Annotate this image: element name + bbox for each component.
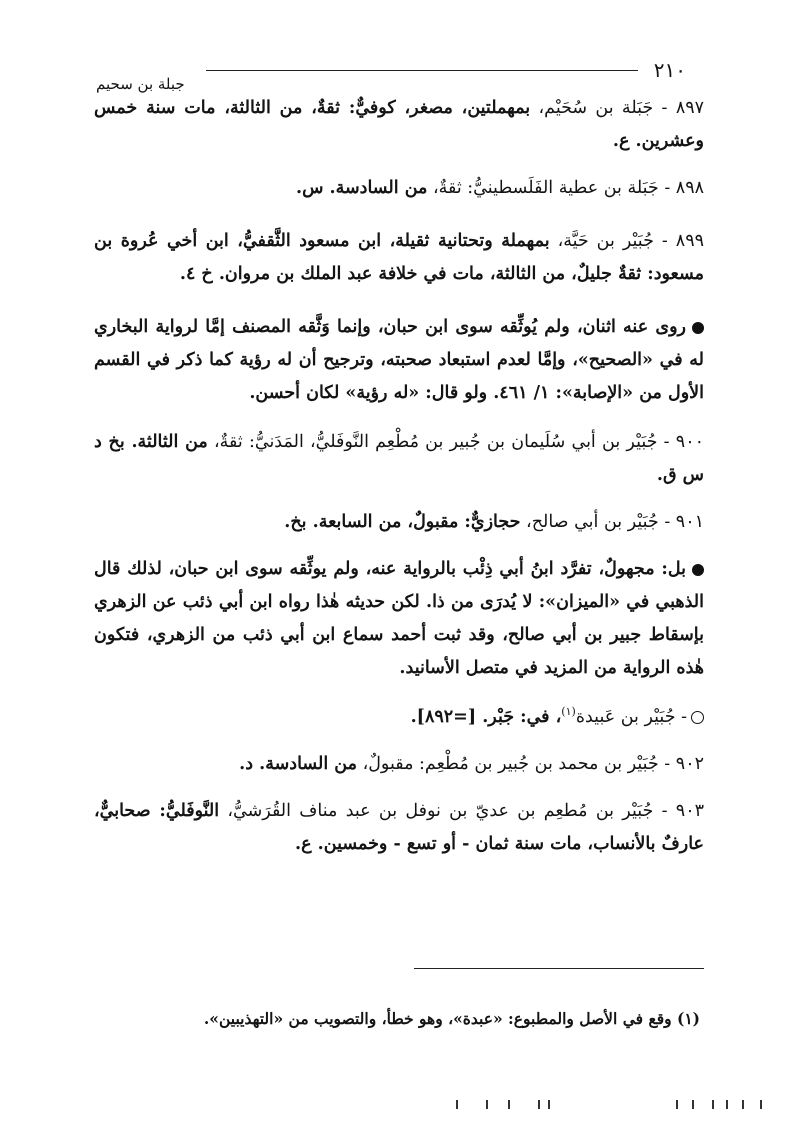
entry-899	[94, 225, 704, 291]
footnote-rule	[414, 968, 704, 969]
entry-897-text: بمهملتين، مصغر، كوفيٌّ: ثقةٌ، من الثالثة، مات سنة خمس وعشرين. ع.	[94, 98, 704, 151]
entry-898	[94, 172, 704, 205]
editor-note-1	[94, 311, 704, 410]
entry-899-text: بمهملة وتحتانية ثقيلة، ابن مسعود الثَّقفيُّ، ابن أخي عُروة بن مسعود: ثقةٌ جليلٌ، من الثالثة، مات في خلافة عبد الملك بن مروان. خ ٤.	[94, 231, 704, 284]
entry-901	[94, 506, 704, 539]
entry-900	[94, 426, 704, 492]
footnote-marker: (١)	[561, 705, 576, 719]
header-rule	[206, 70, 638, 71]
editor-note-2	[94, 553, 704, 685]
entry-902-text: من السادسة. د.	[239, 754, 357, 774]
entry-901-name: ٩٠١ - جُبَيْر بن أبي صالح،	[520, 512, 704, 532]
entry-897	[94, 92, 704, 158]
entry-897-name: ٨٩٧ - جَبَلة بن سُحَيْم،	[530, 98, 705, 118]
entry-902-name: ٩٠٢ - جُبَيْر بن محمد بن جُبير بن مُطْعِم: مقبولٌ،	[357, 754, 704, 774]
cross-reference-text: ، في: جَبْر. [=٨٩٢].	[410, 707, 562, 727]
entry-900-text: من الثالثة. بخ د س ق.	[94, 432, 704, 485]
entry-900-name: ٩٠٠ - جُبَيْر بن أبي سُلَيمان بن جُبير بن مُطْعِم النَّوفَليُّ، المَدَنيُّ: ثقةٌ،	[207, 432, 704, 452]
entry-901-text: حجازيٌّ: مقبولٌ، من السابعة. بخ.	[284, 512, 521, 532]
running-head: جبلة بن سحيم	[96, 75, 185, 93]
page-number: ٢١٠	[653, 58, 686, 82]
entry-cross-reference	[94, 701, 704, 734]
body-text	[94, 92, 704, 875]
entry-902	[94, 748, 704, 781]
entry-903-name: ٩٠٣ - جُبَيْر بن مُطعِم بن عديّ بن نوفل بن عبد مناف القُرَشيُّ،	[219, 801, 704, 821]
note-bullet-icon	[692, 564, 704, 576]
editor-note-1-text: روى عنه اثنان، ولم يُوثِّقه سوى ابن حبان، وإنما وَثَّقه المصنف إمَّا لرواية البخاري له في «الصحيح»، وإمَّا لعدم استبعاد صحبته، وترجيح أن له رؤية كما ذكر في القسم الأول من «الإصابة»: ١/ ٤٦١. ولو قال: «له رؤية» لكان أحسن.	[94, 317, 704, 403]
entry-898-name: ٨٩٨ - جَبَلة بن عطية الفَلَسطينيُّ: ثقةٌ،	[427, 178, 704, 198]
footnote: (١) وقع في الأصل والمطبوع: «عبدة»، وهو خطأ، والتصويب من «التهذيبين».	[203, 1008, 700, 1028]
entry-899-name: ٨٩٩ - جُبَيْر بن حَيَّة،	[549, 231, 704, 251]
scan-artifact-marks	[430, 1100, 770, 1112]
cross-reference-name: - جُبَيْر بن عَبيدة	[575, 707, 687, 727]
note-bullet-icon	[692, 322, 704, 334]
cross-reference-ring-icon	[691, 711, 704, 724]
editor-note-2-text: بل: مجهولٌ، تفرَّد ابنُ أبي ذِئْب بالرواية عنه، ولم يوثِّقه سوى ابن حبان، لذلك قال الذهبي في «الميزان»: لا يُدرَى من ذا. لكن حديثه هٰذا رواه ابن أبي ذئب عن الزهري بإسقاط جبير بن أبي صالح، وقد ثبت أحمد سماع ابن أبي ذئب من الزهري، فتكون هٰذه الرواية من المزيد في متصل الأسانيد.	[94, 559, 704, 678]
entry-903-text: النَّوفَليُّ: صحابيٌّ، عارفٌ بالأنساب، مات سنة ثمان - أو تسع - وخمسين. ع.	[94, 801, 704, 854]
entry-898-text: من السادسة. س.	[296, 178, 428, 198]
entry-903	[94, 795, 704, 861]
